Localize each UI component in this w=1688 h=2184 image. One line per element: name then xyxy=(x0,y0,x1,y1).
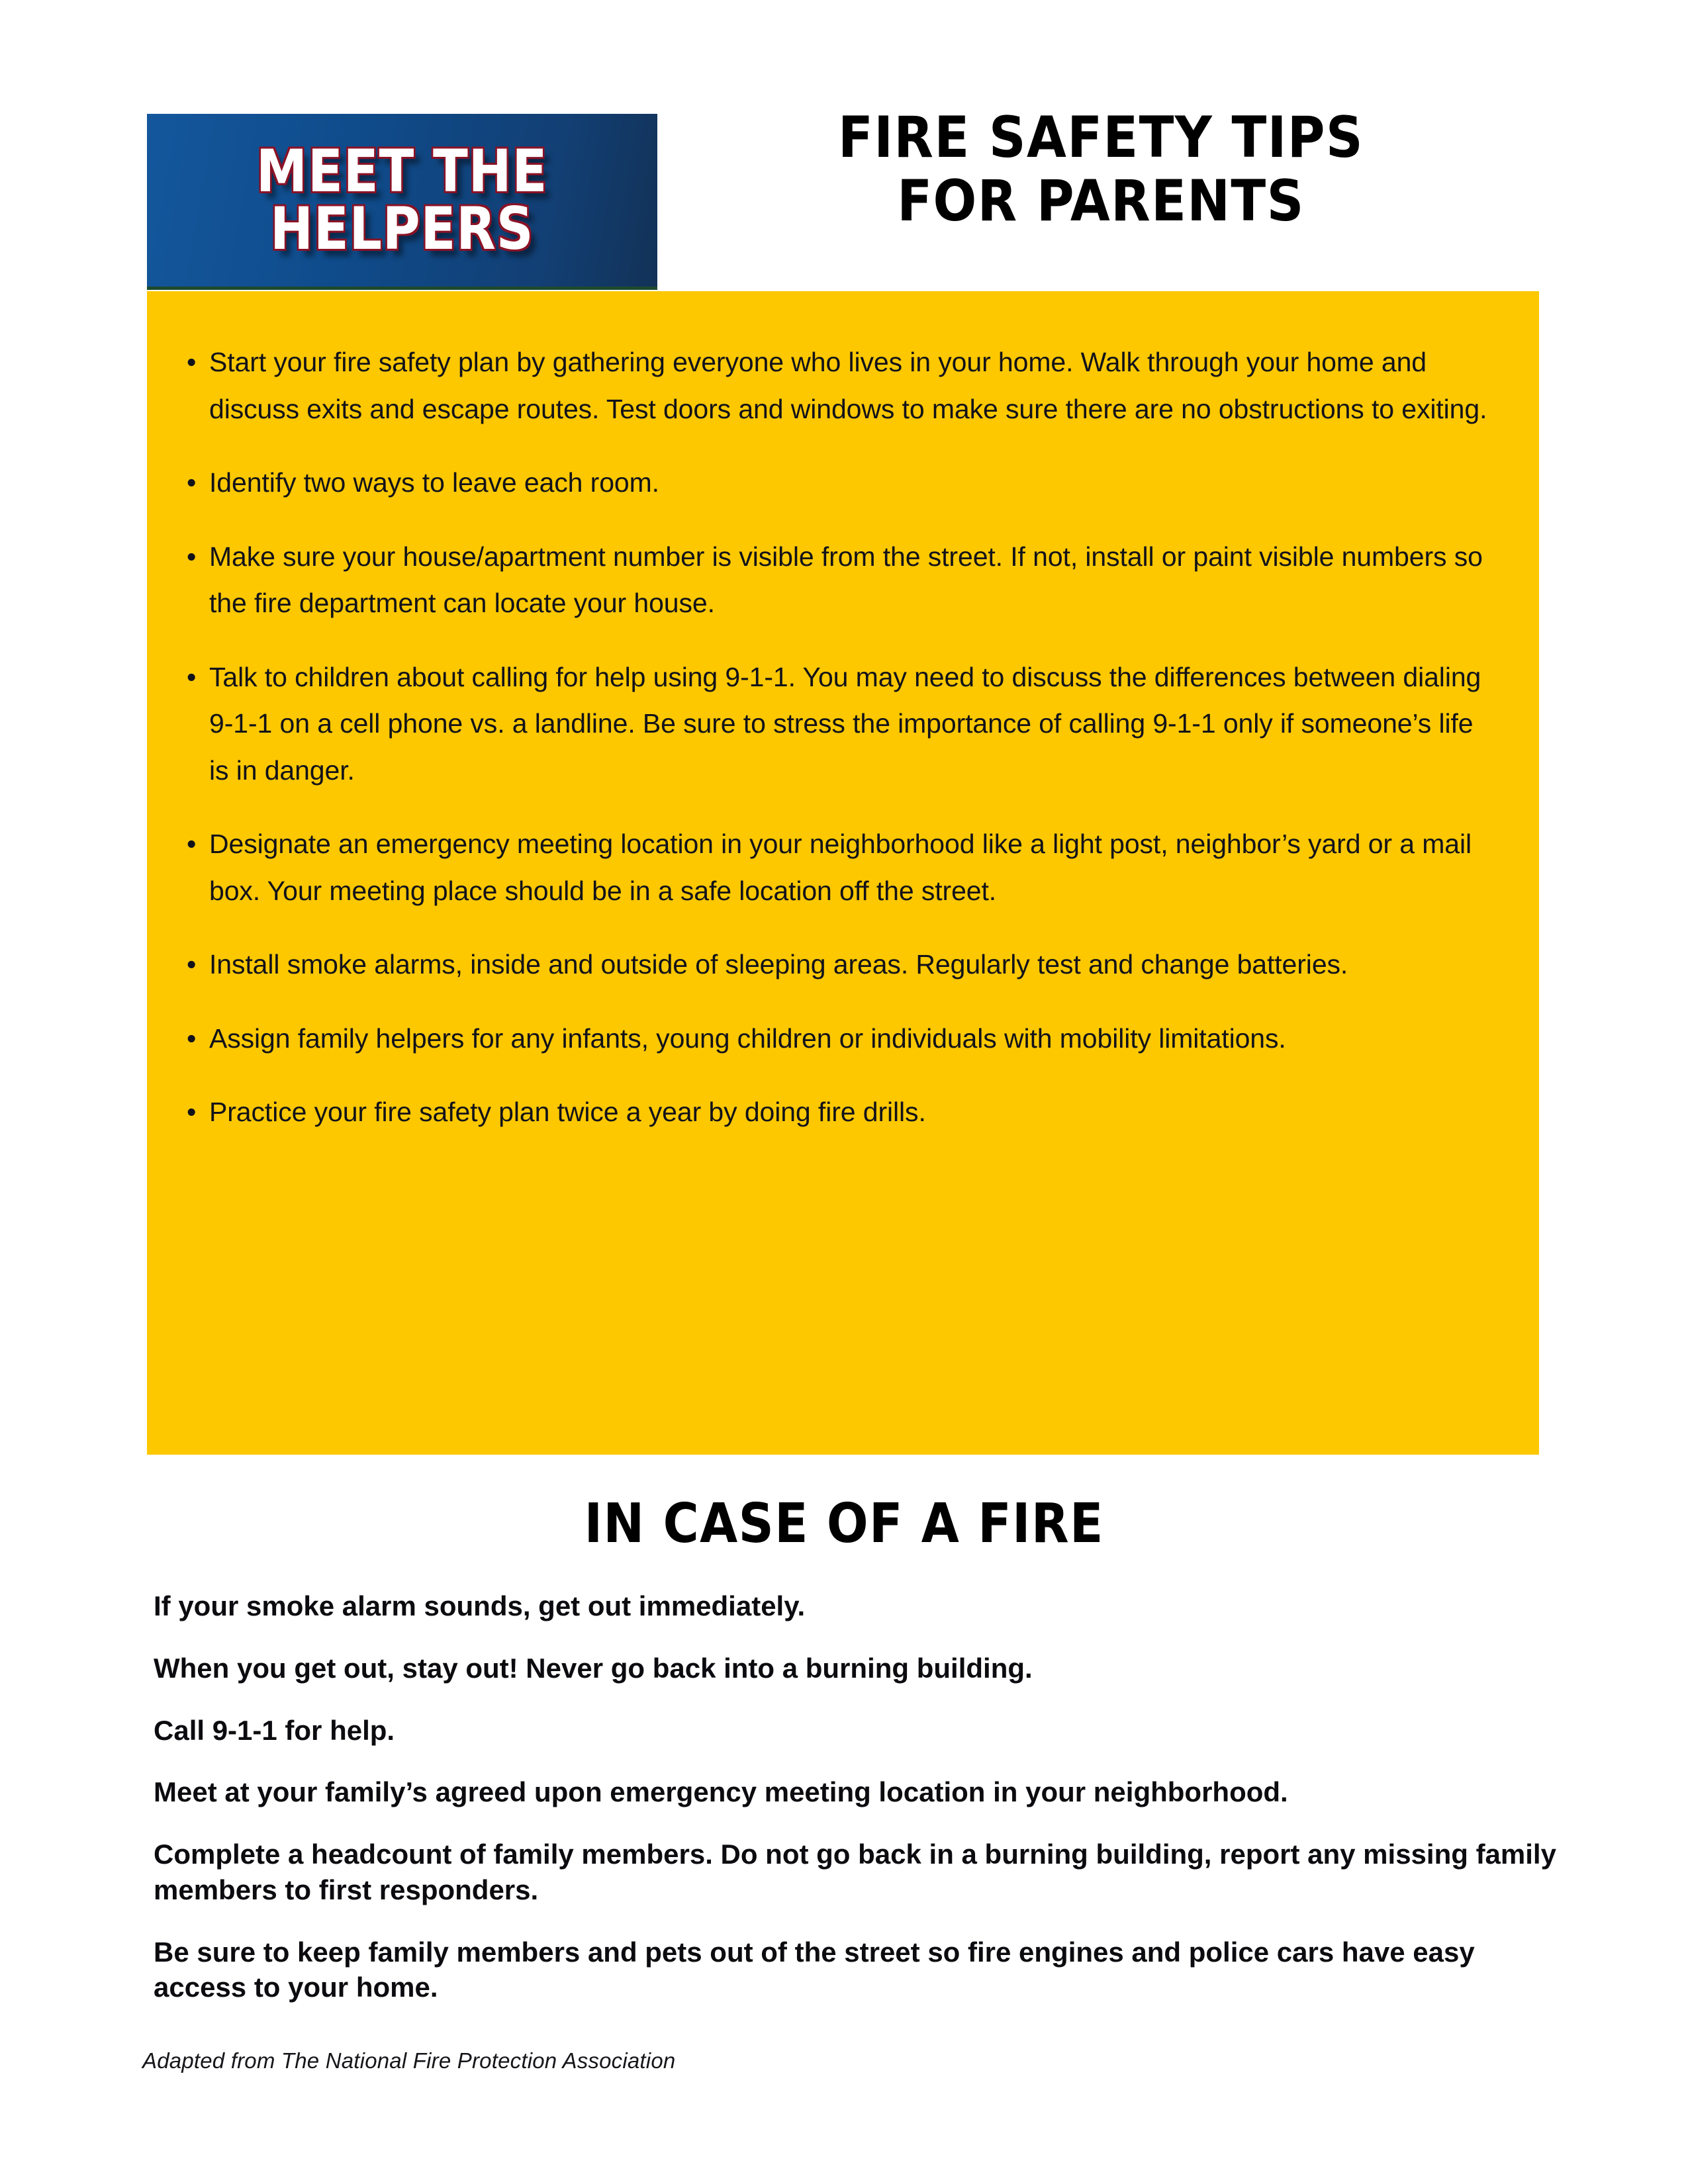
bullet-icon: • xyxy=(187,347,197,377)
tip-item xyxy=(187,1015,1499,1062)
tip-text: Install smoke alarms, inside and outside of sleeping areas. Regularly test and change batteries. xyxy=(209,949,1348,980)
fire-safety-tips-panel xyxy=(147,291,1539,1455)
tip-text: Start your fire safety plan by gathering everyone who lives in your home. Walk through your home and discuss exits and escape routes. Test doors and windows to make sure there are no obstructions to exiting. xyxy=(209,347,1487,424)
fire-step: Be sure to keep family members and pets out of the street so fire engines and police cars have easy access to your home. xyxy=(154,1936,1475,2003)
logo-line-2: HELPERS xyxy=(270,194,534,263)
in-case-of-fire-heading-text: IN CASE OF A FIRE xyxy=(584,1492,1104,1555)
tip-item xyxy=(187,339,1499,432)
tip-item xyxy=(187,941,1499,988)
fire-step: Call 9-1-1 for help. xyxy=(154,1714,395,1746)
bullet-icon: • xyxy=(187,661,197,692)
tip-item xyxy=(187,654,1499,794)
bullet-icon: • xyxy=(187,949,197,980)
tip-text: Make sure your house/apartment number is visible from the street. If not, install or paint visible numbers so the fire department can locate your house. xyxy=(209,541,1483,619)
bullet-icon: • xyxy=(187,1023,197,1054)
tip-item xyxy=(187,821,1499,914)
page-header xyxy=(0,0,1688,291)
tip-item xyxy=(187,533,1499,627)
page-title-line-2: FOR PARENTS xyxy=(897,168,1305,235)
meet-the-helpers-logo xyxy=(147,114,657,290)
tip-item xyxy=(187,1089,1499,1136)
in-case-of-fire-list xyxy=(154,1588,1570,2005)
tip-text: Talk to children about calling for help using 9-1-1. You may need to discuss the differences between dialing 9-1-1 on a cell phone vs. a landline. Be sure to stress the importance of calling 9-1-1 only if someone’s life is in danger. xyxy=(209,661,1481,786)
fire-step: When you get out, stay out! Never go back into a burning building. xyxy=(154,1652,1033,1684)
in-case-of-fire-heading xyxy=(0,1492,1688,1555)
source-attribution: Adapted from The National Fire Protection Association xyxy=(142,2048,676,2073)
bullet-icon: • xyxy=(187,829,197,860)
page-title-line-1: FIRE SAFETY TIPS xyxy=(838,105,1364,171)
fire-step: Meet at your family’s agreed upon emergency meeting location in your neighborhood. xyxy=(154,1776,1288,1808)
bullet-icon: • xyxy=(187,1097,197,1128)
logo-line-1: MEET THE xyxy=(256,136,548,205)
tip-text: Practice your fire safety plan twice a year by doing fire drills. xyxy=(209,1097,926,1128)
bullet-icon: • xyxy=(187,541,197,572)
tip-item xyxy=(187,459,1499,506)
fire-step: If your smoke alarm sounds, get out immediately. xyxy=(154,1590,806,1621)
tip-text: Designate an emergency meeting location in your neighborhood like a light post, neighbor’s yard or a mail box. Your meeting place should be in a safe location off the street. xyxy=(209,829,1472,906)
bullet-icon: • xyxy=(187,467,197,498)
page-title xyxy=(657,106,1544,234)
tip-text: Identify two ways to leave each room. xyxy=(209,467,659,498)
tip-text: Assign family helpers for any infants, young children or individuals with mobility limitations. xyxy=(209,1023,1286,1054)
fire-step: Complete a headcount of family members. Do not go back in a burning building, report any missing family members to first responders. xyxy=(154,1839,1556,1905)
